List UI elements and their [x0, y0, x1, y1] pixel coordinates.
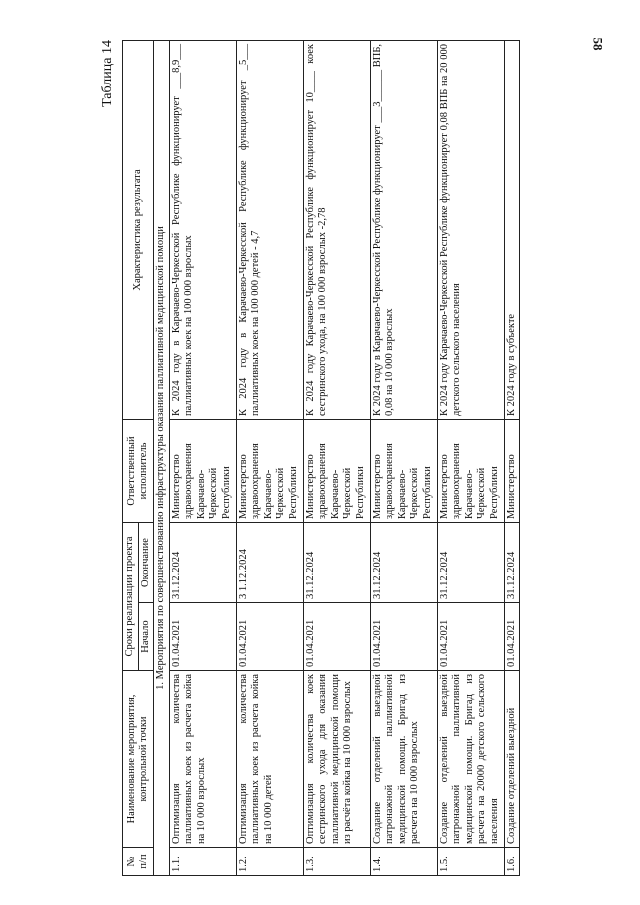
table-row: [437, 41, 504, 876]
row-result: К 2024 году Карачаево-Черкесской Республике функционирует 10____ коек сестринского ухода, на 100 000 взрослых -2,78: [303, 41, 370, 420]
table-row: [236, 41, 303, 876]
row-num: 1.6.: [504, 848, 520, 876]
row-name: Создание отделений выездной патронажной паллиативной медицинской помощи. Бригад из расчета на 20000 детского сельского населения: [437, 671, 504, 848]
row-executor: Министерство здравоохранения Карачаево-Черкесской Республики: [236, 419, 303, 522]
header-num: № п/п: [123, 848, 154, 876]
row-executor: Министерство здравоохранения Карачаево-Черкесской Республики: [437, 419, 504, 522]
row-end: 31.12.2024: [169, 522, 236, 602]
row-num: 1.5.: [437, 848, 504, 876]
section-row: [154, 41, 170, 876]
row-end: 31.12.2024: [303, 522, 370, 602]
header-name: Наименование мероприятия, контрольной точки: [123, 671, 154, 848]
header-terms: Сроки реализации проекта: [123, 522, 139, 670]
row-num: 1.3.: [303, 848, 370, 876]
row-start: 01.04.2021: [504, 603, 520, 671]
row-start: 01.04.2021: [437, 603, 504, 671]
row-name: Оптимизация количества коек сестринского ухода для оказания паллиативной медицинской помощи из расчёта койка на 10 000 взрослых: [303, 671, 370, 848]
row-result: К 2024 году в Карачаево-Черкесской Республике функционирует ___3______ ВПБ, 0,08 на 10 000 взрослых: [370, 41, 437, 420]
row-executor: Министерство: [504, 419, 520, 522]
row-name: Оптимизация количества паллиативных коек из расчета койка на 10 000 детей: [236, 671, 303, 848]
section-title: 1. Мероприятия по совершенствованию инфраструктуры оказания паллиативной медицинской помощи: [154, 41, 170, 876]
row-num: 1.2.: [236, 848, 303, 876]
page-number: 58: [590, 37, 606, 51]
row-end: 31.12.2024: [437, 522, 504, 602]
row-num: 1.1.: [169, 848, 236, 876]
row-name: Оптимизация количества паллиативных коек из расчета койка на 10 000 взрослых: [169, 671, 236, 848]
row-end: 3 1.12.2024: [236, 522, 303, 602]
row-end: 31.12.2024: [370, 522, 437, 602]
header-result: Характеристика результата: [123, 41, 154, 420]
row-start: 01.04.2021: [169, 603, 236, 671]
table-row: [370, 41, 437, 876]
row-start: 01.04.2021: [370, 603, 437, 671]
table-label: Таблица 14: [100, 40, 115, 107]
row-executor: Министерство здравоохранения Карачаево-Черкесской Республики: [370, 419, 437, 522]
row-result: К 2024 году в субъекте: [504, 41, 520, 420]
row-result: К 2024 году в Карачаево-Черкесской Республике функционирует ___8,9___ паллиативных коек на 100 000 взрослых: [169, 41, 236, 420]
results-table: [122, 40, 520, 876]
row-end: 31.12.2024: [504, 522, 520, 602]
header-start: Начало: [138, 603, 154, 671]
row-result: К 2024 году Карачаево-Черкесской Республике функционирует 0,08 ВПБ на 20 000 детского сельского населения: [437, 41, 504, 420]
table-row: [504, 41, 520, 876]
row-start: 01.04.2021: [303, 603, 370, 671]
row-name: Создание отделений выездной патронажной паллиативной медицинской помощи. Бригад из расчета на 10 000 взрослых: [370, 671, 437, 848]
row-executor: Министерство здравоохранения Карачаево-Черкесской Республики: [303, 419, 370, 522]
header-row: [123, 41, 139, 876]
row-name: Создание отделений выездной: [504, 671, 520, 848]
row-result: К 2024 году в Карачаево-Черкесской Республике функционирует _5___ паллиативных коек на 100 000 детей - 4,7: [236, 41, 303, 420]
table-row: [169, 41, 236, 876]
rotated-page-content: [98, 40, 574, 876]
row-start: 01.04.2021: [236, 603, 303, 671]
header-executor: Ответственный исполнитель: [123, 419, 154, 522]
row-executor: Министерство здравоохранения Карачаево-Черкесской Республики: [169, 419, 236, 522]
table-row: [303, 41, 370, 876]
row-num: 1.4.: [370, 848, 437, 876]
header-end: Окончание: [138, 522, 154, 602]
